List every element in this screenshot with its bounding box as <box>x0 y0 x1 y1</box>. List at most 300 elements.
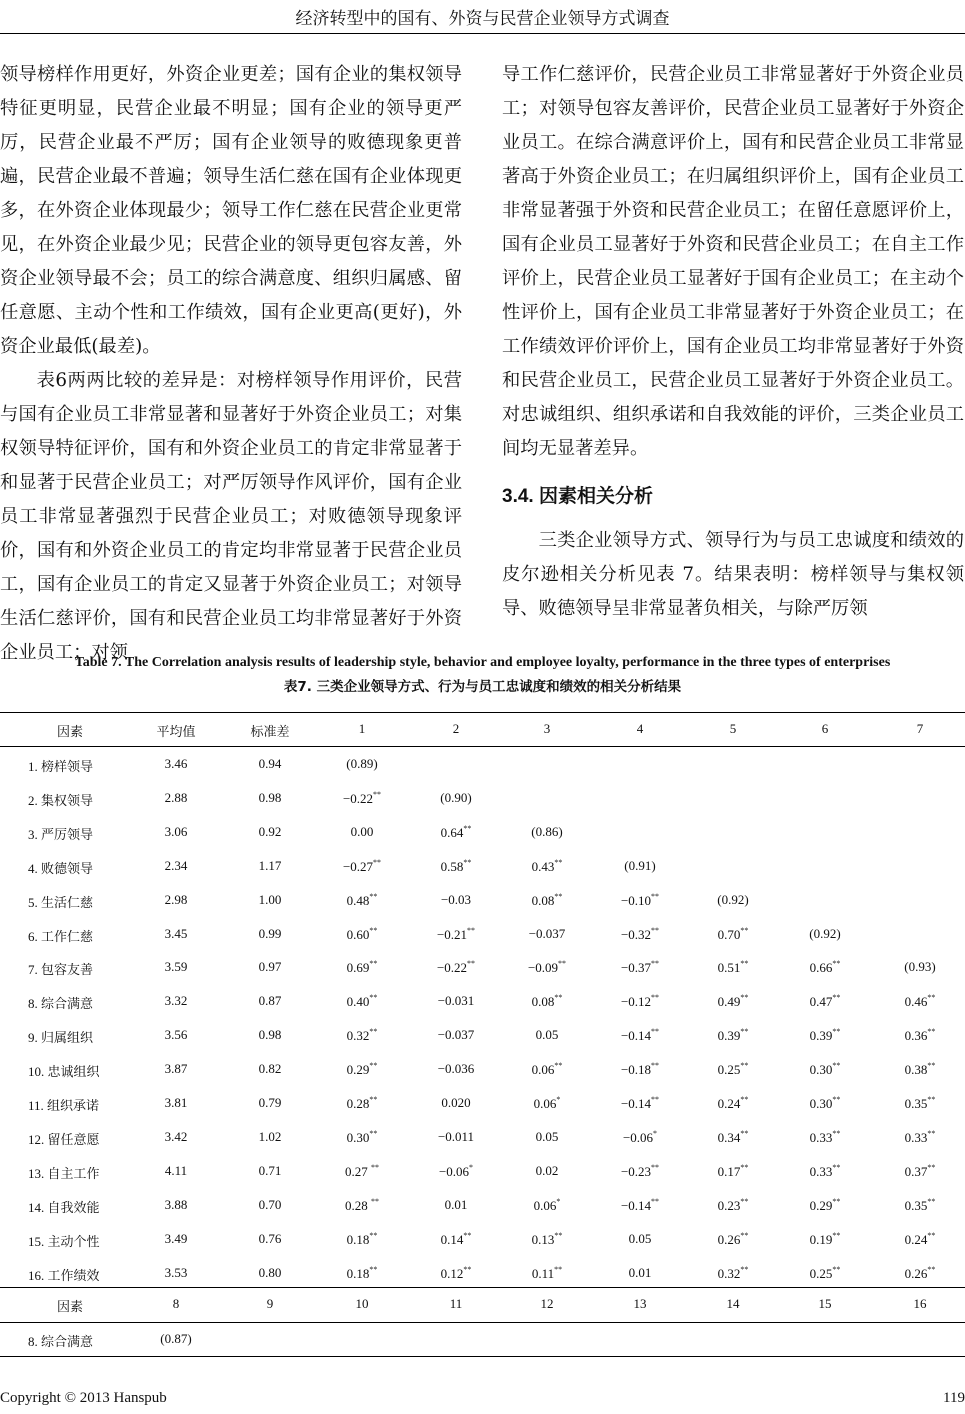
cell-value: 8. 综合满意 <box>28 996 94 1012</box>
cell-value: 0.020 <box>441 1095 471 1110</box>
significance-mark: ** <box>832 1095 841 1104</box>
significance-mark: * <box>653 1128 658 1138</box>
cell-value: −0.10 <box>620 892 652 908</box>
cell-value: 3. 严厉领导 <box>28 826 94 842</box>
significance-mark: ** <box>832 1027 841 1037</box>
cell-value: 1.17 <box>258 857 282 873</box>
column-header <box>173 1296 180 1312</box>
cell-value: 0.60 <box>346 926 370 942</box>
cell-value: 3.56 <box>164 1027 188 1043</box>
significance-mark: ** <box>740 1095 749 1104</box>
cell-value: 2.88 <box>164 789 188 805</box>
table-cell <box>621 1095 659 1112</box>
cell-value: 0.18 <box>346 1265 370 1281</box>
table-cell <box>905 1129 936 1146</box>
table-cell <box>718 1163 749 1180</box>
table-cell <box>621 959 659 976</box>
table-cell <box>437 926 475 943</box>
significance-mark: ** <box>651 993 660 1003</box>
significance-mark: ** <box>369 1264 378 1274</box>
row-label <box>28 959 93 978</box>
cell-value: 0.58 <box>440 858 464 874</box>
table-cell <box>718 993 749 1010</box>
cell-value: 0.26 <box>717 1231 741 1247</box>
column-header <box>156 721 195 740</box>
column-header <box>914 1296 927 1312</box>
cell-value: −0.03 <box>440 891 472 907</box>
left-column <box>0 58 462 670</box>
row-label <box>28 1061 100 1080</box>
table-cell <box>259 1265 282 1281</box>
table-cell <box>438 1027 475 1043</box>
column-header <box>822 721 829 737</box>
page-number: 119 <box>943 1390 965 1406</box>
significance-mark: ** <box>554 1061 563 1071</box>
cell-value: 0.36 <box>904 1028 928 1044</box>
cell-value: 0.13 <box>531 1231 555 1247</box>
cell-value: 0.35 <box>904 1096 928 1111</box>
table-cell <box>347 1095 378 1112</box>
table-cell <box>343 858 381 875</box>
significance-mark: ** <box>832 1162 841 1172</box>
cell-value: 0.05 <box>535 1128 559 1144</box>
table-cell <box>437 959 475 976</box>
column-header <box>267 1296 274 1312</box>
table-cell <box>718 959 749 976</box>
cell-value: −0.32 <box>620 926 652 942</box>
cell-value: 0.49 <box>717 994 741 1010</box>
cell-value: 0.30 <box>809 1062 833 1078</box>
table-row <box>0 892 965 912</box>
column-header <box>917 721 924 737</box>
table-row <box>0 1197 965 1217</box>
table-cell <box>259 1061 282 1077</box>
table-cell <box>165 1265 188 1281</box>
table-cell <box>343 790 381 807</box>
table-cell <box>346 756 377 772</box>
table-cell <box>532 1061 563 1078</box>
table-cell <box>259 1129 282 1145</box>
cell-value: 0.82 <box>258 1061 282 1077</box>
copyright: Copyright © 2013 Hanspub <box>0 1390 167 1406</box>
cell-value: 0.17 <box>717 1163 741 1179</box>
table-cell <box>718 1129 749 1146</box>
significance-mark: ** <box>558 959 567 969</box>
cell-value: 2.34 <box>164 857 188 873</box>
cell-value: (0.91) <box>624 857 656 873</box>
cell-value: 0.33 <box>809 1163 833 1179</box>
table-cell <box>718 1197 749 1214</box>
cell-value: 0.01 <box>444 1196 468 1212</box>
significance-mark: ** <box>373 857 382 867</box>
table-cell <box>810 959 841 976</box>
table-cell <box>809 926 840 942</box>
cell-value: (0.90) <box>440 789 472 805</box>
significance-mark: ** <box>832 1061 841 1071</box>
table-cell <box>810 1061 841 1078</box>
significance-mark: ** <box>740 1264 749 1274</box>
table-cell <box>347 1061 378 1078</box>
table-cell <box>718 1027 749 1044</box>
table-row <box>0 959 965 979</box>
cell-value: 16. 工作绩效 <box>28 1267 100 1283</box>
significance-mark: ** <box>927 1128 936 1138</box>
table-cell <box>621 993 659 1010</box>
cell-value: 10. 忠诚组织 <box>28 1064 100 1080</box>
cell-value: 0.28 <box>345 1197 371 1213</box>
cell-value: 0.35 <box>904 1197 928 1213</box>
table-cell <box>629 1231 652 1247</box>
cell-value: 0.66 <box>809 960 833 976</box>
cell-value: 0.24 <box>904 1231 928 1247</box>
table-cell <box>534 1095 561 1112</box>
table-row <box>0 824 965 844</box>
significance-mark: ** <box>463 857 472 867</box>
cell-value: 0.30 <box>809 1096 833 1111</box>
table-cell <box>536 1163 559 1179</box>
cell-value: 6 <box>821 721 829 736</box>
table-caption-en: Table 7. The Correlation analysis results of leadership style, behavior and employee loyalty, performance in the three types of enterprises <box>74 655 891 670</box>
cell-value: 2 <box>452 721 460 736</box>
table-cell <box>165 790 188 806</box>
significance-mark: ** <box>927 1230 936 1240</box>
cell-value: (0.87) <box>160 1331 192 1346</box>
table-row <box>0 1231 965 1251</box>
significance-mark: ** <box>369 925 378 935</box>
table-cell <box>441 858 472 875</box>
cell-value: 0.70 <box>258 1196 282 1212</box>
significance-mark: ** <box>369 1128 378 1138</box>
table-cell <box>905 1231 936 1248</box>
table-cell <box>441 824 472 841</box>
header-divider <box>0 33 965 34</box>
cell-value: 0.08 <box>531 892 555 908</box>
table-cell <box>259 926 282 942</box>
cell-value: −0.06 <box>622 1129 654 1145</box>
significance-mark: ** <box>369 891 378 901</box>
table-cell <box>536 1129 559 1145</box>
significance-mark: ** <box>463 823 472 833</box>
table-rule <box>0 1287 965 1288</box>
cell-value: 3.88 <box>164 1196 188 1212</box>
table-row <box>0 926 965 946</box>
table-cell <box>165 959 188 975</box>
significance-mark: ** <box>369 1230 378 1240</box>
cell-value: (0.89) <box>346 756 378 771</box>
cell-value: −0.14 <box>620 1197 652 1213</box>
significance-mark: ** <box>651 1196 660 1206</box>
cell-value: 0.02 <box>535 1162 559 1178</box>
table-cell <box>165 1197 188 1213</box>
table-cell <box>259 993 282 1009</box>
cell-value: 0.79 <box>258 1095 282 1110</box>
table-cell <box>438 993 475 1009</box>
cell-value: 0.99 <box>258 925 282 941</box>
cell-value: 0.94 <box>258 756 282 771</box>
cell-value: 1 <box>358 721 366 736</box>
table-cell <box>810 1129 841 1146</box>
significance-mark: * <box>556 1095 561 1104</box>
significance-mark: ** <box>467 925 476 935</box>
table-cell <box>165 756 188 772</box>
significance-mark: ** <box>371 1162 379 1172</box>
cell-value: 0.29 <box>809 1197 833 1213</box>
cell-value: 0.34 <box>717 1129 741 1145</box>
section-heading: 3.4. 因素相关分析 <box>502 486 653 507</box>
significance-mark: ** <box>651 1095 660 1104</box>
significance-mark: ** <box>740 1027 749 1037</box>
cell-value: 12. 留任意愿 <box>28 1131 100 1147</box>
cell-value: 13. 自主工作 <box>28 1165 100 1181</box>
table-cell <box>624 858 655 874</box>
table-cell <box>532 858 563 875</box>
row-label <box>28 1197 100 1216</box>
cell-value: 0.46 <box>904 994 928 1010</box>
cell-value: 8 <box>172 1296 180 1311</box>
cell-value: 3.49 <box>164 1230 188 1246</box>
table-cell <box>621 926 659 943</box>
table-rule <box>0 1322 965 1323</box>
table-cell <box>718 1231 749 1248</box>
cell-value: 7 <box>916 721 924 736</box>
table-row <box>0 1061 965 1081</box>
significance-mark: ** <box>832 993 841 1003</box>
table-cell <box>621 892 659 909</box>
table-cell <box>165 1061 188 1077</box>
cell-value: 1.02 <box>258 1128 282 1144</box>
table-cell <box>441 1265 472 1282</box>
table-cell <box>905 1197 936 1214</box>
column-header <box>727 1296 740 1312</box>
cell-value: −0.011 <box>437 1128 475 1144</box>
significance-mark: ** <box>554 1264 563 1274</box>
table-cell <box>259 858 282 874</box>
cell-value: 3.59 <box>164 959 188 975</box>
significance-mark: ** <box>369 1027 378 1037</box>
cell-value: 8. 综合满意 <box>28 1334 94 1349</box>
cell-value: (0.93) <box>904 959 936 975</box>
table-cell <box>810 1231 841 1248</box>
table-row <box>0 790 965 810</box>
table-cell <box>165 892 188 908</box>
significance-mark: ** <box>832 1264 841 1274</box>
table-cell <box>259 1231 282 1247</box>
table-cell <box>165 824 188 840</box>
table-header-row <box>0 1296 965 1316</box>
paragraph: 表6两两比较的差异是：对榜样领导作用评价，民营与国有企业员工非常显著和显著好于外资企业员工；对集权领导特征评价，国有和外资企业员工的肯定非常显著于和显著于民营企业员工；对严厉领导作风评价，国有企业员工非常显著强烈于民营企业员工；对败德领导现象评价，国有和外资企业员工的肯定均非常显著于民营企业员工，国有企业员工的肯定又显著于外资企业员工；对领导生活仁慈评价，国有和民营企业员工均非常显著好于外资企业员工；对领 <box>0 370 462 663</box>
table-cell <box>532 993 563 1010</box>
table-cell <box>345 1163 379 1180</box>
table-cell <box>810 1095 841 1112</box>
significance-mark: ** <box>740 1128 749 1138</box>
cell-value: 12 <box>540 1296 554 1311</box>
table-cell <box>810 1027 841 1044</box>
cell-value: 4. 败德领导 <box>28 860 94 876</box>
table-row <box>0 1163 965 1183</box>
running-header: 经济转型中的国有、外资与民营企业领导方式调查 <box>295 9 670 29</box>
table-cell <box>905 1027 936 1044</box>
significance-mark: ** <box>927 993 936 1003</box>
cell-value: 因素 <box>56 1299 84 1314</box>
cell-value: 0.18 <box>346 1231 370 1247</box>
cell-value: 5 <box>729 721 737 736</box>
cell-value: 3.87 <box>164 1061 188 1077</box>
cell-value: 0.25 <box>809 1265 833 1281</box>
table-cell <box>351 824 374 840</box>
significance-mark: ** <box>651 925 660 935</box>
cell-value: 3.32 <box>164 993 188 1009</box>
table-cell <box>528 959 566 976</box>
row-label <box>28 926 93 945</box>
cell-value: 3.06 <box>164 823 188 839</box>
table-cell <box>810 1163 841 1180</box>
column-header <box>637 721 644 737</box>
significance-mark: ** <box>463 1230 472 1240</box>
table-cell <box>438 1061 475 1077</box>
row-label <box>28 1027 93 1046</box>
cell-value: 14. 自我效能 <box>28 1199 100 1215</box>
column-header <box>450 1296 463 1312</box>
row-label <box>28 824 93 843</box>
cell-value: 0.28 <box>346 1096 370 1111</box>
table-cell <box>718 1265 749 1282</box>
table-cell <box>810 1265 841 1282</box>
cell-value: 0.98 <box>258 789 282 805</box>
cell-value: 0.87 <box>258 993 282 1009</box>
cell-value: −0.37 <box>620 960 652 976</box>
table-cell <box>347 959 378 976</box>
table-cell <box>259 1095 282 1111</box>
column-header <box>634 1296 647 1312</box>
cell-value: 0.32 <box>717 1265 741 1281</box>
cell-value: 0.51 <box>717 960 741 976</box>
table-cell <box>534 1197 561 1214</box>
cell-value: 0.12 <box>440 1265 464 1281</box>
table-cell <box>347 1265 378 1282</box>
cell-value: 2.98 <box>164 891 188 907</box>
cell-value: 0.00 <box>350 823 374 839</box>
cell-value: −0.18 <box>620 1062 652 1078</box>
row-label <box>28 1163 100 1182</box>
significance-mark: ** <box>740 1230 749 1240</box>
significance-mark: ** <box>467 959 476 969</box>
cell-value: −0.27 <box>342 858 374 874</box>
table-cell <box>165 858 188 874</box>
column-header <box>57 721 83 740</box>
cell-value: 0.05 <box>535 1027 559 1043</box>
cell-value: 3.45 <box>164 925 188 941</box>
column-header <box>819 1296 832 1312</box>
cell-value: −0.031 <box>437 993 475 1009</box>
cell-value: 0.27 <box>345 1163 371 1179</box>
cell-value: 0.29 <box>346 1062 370 1078</box>
table-cell <box>621 1027 659 1044</box>
table-cell <box>621 1163 659 1180</box>
table-cell <box>629 1265 652 1281</box>
column-header <box>453 721 460 737</box>
cell-value: 6. 工作仁慈 <box>28 928 94 944</box>
table-cell <box>536 1027 559 1043</box>
significance-mark: ** <box>927 1095 936 1104</box>
table-cell <box>905 993 936 1010</box>
significance-mark: ** <box>554 857 563 867</box>
row-label <box>28 1095 99 1114</box>
table-cell <box>532 1265 562 1282</box>
table-cell <box>165 1129 188 1145</box>
cell-value: 3.42 <box>164 1128 188 1144</box>
table-cell <box>345 1197 379 1214</box>
row-label <box>28 1231 100 1250</box>
table-row <box>0 993 965 1013</box>
significance-mark: ** <box>369 993 378 1003</box>
cell-value: 3.46 <box>164 756 188 771</box>
table-cell <box>441 1231 472 1248</box>
table-row <box>0 858 965 878</box>
significance-mark: ** <box>371 1196 379 1206</box>
cell-value: −0.06 <box>438 1163 470 1179</box>
cell-value: 0.19 <box>809 1231 833 1247</box>
cell-value: 0.71 <box>258 1162 282 1178</box>
table-cell <box>445 1197 468 1213</box>
cell-value: 0.32 <box>346 1028 370 1044</box>
column-header <box>541 1296 554 1312</box>
table-row <box>0 1095 965 1115</box>
cell-value: 0.64 <box>440 824 464 840</box>
paragraph: 领导榜样作用更好，外资企业更差；国有企业的集权领导特征更明显，民营企业最不明显；国有企业的领导更严厉，民营企业最不严厉；国有企业领导的败德现象更普遍，民营企业最不普遍；领导生活仁慈在国有企业体现更多，在外资企业体现最少；领导工作仁慈在民营企业更常见，在外资企业最少见；民营企业的领导更包容友善，外资企业领导最不会；员工的综合满意度、组织归属感、留任意愿、主动个性和工作绩效，国有企业更高(更好)，外资企业最低(最差)。 <box>0 64 462 357</box>
cell-value: 4.11 <box>164 1162 188 1178</box>
cell-value: 0.25 <box>717 1062 741 1078</box>
significance-mark: ** <box>832 1230 841 1240</box>
cell-value: 1. 榜样领导 <box>28 759 94 774</box>
table-cell <box>441 1095 470 1111</box>
table-caption-zh: 表7. 三类企业领导方式、行为与员工忠诚度和绩效的相关分析结果 <box>283 679 682 695</box>
cell-value: 0.80 <box>258 1264 282 1280</box>
significance-mark: ** <box>369 1061 378 1071</box>
table-cell <box>165 1163 187 1179</box>
table-cell <box>718 1095 749 1112</box>
cell-value: −0.14 <box>620 1028 652 1044</box>
cell-value: 3.53 <box>164 1264 188 1280</box>
cell-value: 平均值 <box>156 724 196 739</box>
cell-value: −0.14 <box>620 1096 652 1111</box>
table-cell <box>347 1129 378 1146</box>
cell-value: 0.70 <box>717 926 741 942</box>
cell-value: 0.39 <box>717 1028 741 1044</box>
cell-value: 0.06 <box>531 1062 555 1078</box>
table-row <box>0 756 965 776</box>
cell-value: 9. 归属组织 <box>28 1030 94 1046</box>
cell-value: 9 <box>266 1296 274 1311</box>
table-row <box>0 1265 965 1285</box>
table-cell <box>347 892 378 909</box>
table-cell <box>165 1095 188 1111</box>
significance-mark: ** <box>740 1196 749 1206</box>
table-cell <box>347 926 378 943</box>
column-header <box>250 721 289 740</box>
table-cell <box>259 1197 282 1213</box>
cell-value: −0.22 <box>342 790 374 806</box>
row-label <box>28 1331 93 1350</box>
significance-mark: ** <box>927 1196 936 1206</box>
cell-value: 7. 包容友善 <box>28 962 94 978</box>
table-cell <box>347 1231 378 1248</box>
table-cell <box>347 1027 378 1044</box>
cell-value: 0.69 <box>346 960 370 976</box>
table-cell <box>532 1231 563 1248</box>
cell-value: −0.22 <box>436 960 468 976</box>
significance-mark: ** <box>740 1162 749 1172</box>
cell-value: 0.06 <box>533 1096 557 1111</box>
